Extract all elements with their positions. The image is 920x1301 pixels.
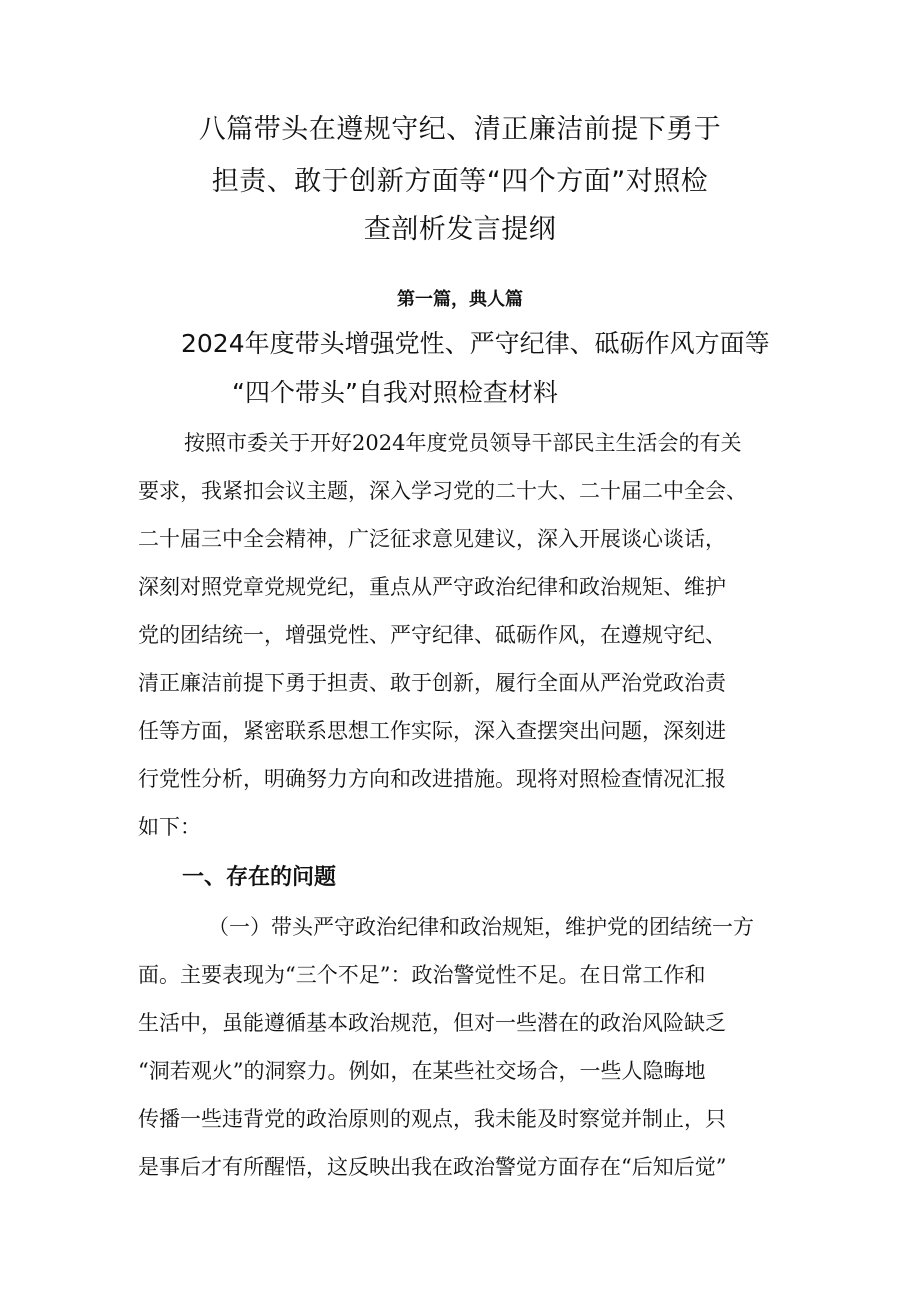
document-title-line-3: 查剖析发言提纲 — [363, 214, 557, 245]
problem-line-1: （一）带头严守政治纪律和政治规矩，维护党的团结统一方 — [208, 915, 754, 939]
intro-line-7: 任等方面，紧密联系思想工作实际，深入查摆突出问题，深刻进 — [138, 719, 726, 743]
intro-line-6: 清正廉洁前提下勇于担责、敢于创新，履行全面从严治党政治责 — [138, 671, 726, 695]
document-title-line-1: 八篇带头在遵规守纪、清正廉洁前提下勇于 — [198, 114, 722, 145]
problem-line-5: 传播一些违背党的政治原则的观点，我未能及时察觉并制止，只 — [138, 1107, 726, 1131]
subtitle-line-1: 2024年度带头增强党性、严守纪律、砥砺作风方面等 — [181, 329, 770, 358]
problem-line-6: 是事后才有所醒悟，这反映出我在政治警觉方面存在“后知后觉” — [138, 1155, 727, 1179]
intro-line-4: 深刻对照党章党规党纪，重点从严守政治纪律和政治规矩、维护 — [138, 575, 726, 599]
intro-line-2: 要求，我紧扣会议主题，深入学习党的二十大、二十届二中全会、 — [138, 479, 747, 503]
problem-line-2: 面。主要表现为“三个不足”：政治警觉性不足。在日常工作和 — [138, 963, 706, 987]
document-title-line-2: 担责、敢于创新方面等“四个方面”对照检 — [211, 166, 709, 197]
intro-line-8: 行党性分析，明确努力方向和改进措施。现将对照检查情况汇报 — [138, 767, 726, 791]
section-label: 第一篇，典人篇 — [397, 289, 523, 310]
intro-line-5: 党的团结统一，增强党性、严守纪律、砥砺作风，在遵规守纪、 — [138, 623, 726, 647]
problem-line-3: 生活中，虽能遵循基本政治规范，但对一些潜在的政治风险缺乏 — [138, 1011, 726, 1035]
intro-line-1: 按照市委关于开好2024年度党员领导干部民主生活会的有关 — [184, 431, 742, 455]
heading-problems: 一、存在的问题 — [182, 865, 337, 890]
intro-line-3: 二十届三中全会精神，广泛征求意见建议，深入开展谈心谈话， — [138, 527, 726, 551]
intro-line-9: 如下： — [138, 815, 201, 839]
problem-line-4: “洞若观火”的洞察力。例如，在某些社交场合，一些人隐晦地 — [138, 1059, 706, 1083]
subtitle-line-2: “四个带头”自我对照检查材料 — [232, 378, 558, 407]
